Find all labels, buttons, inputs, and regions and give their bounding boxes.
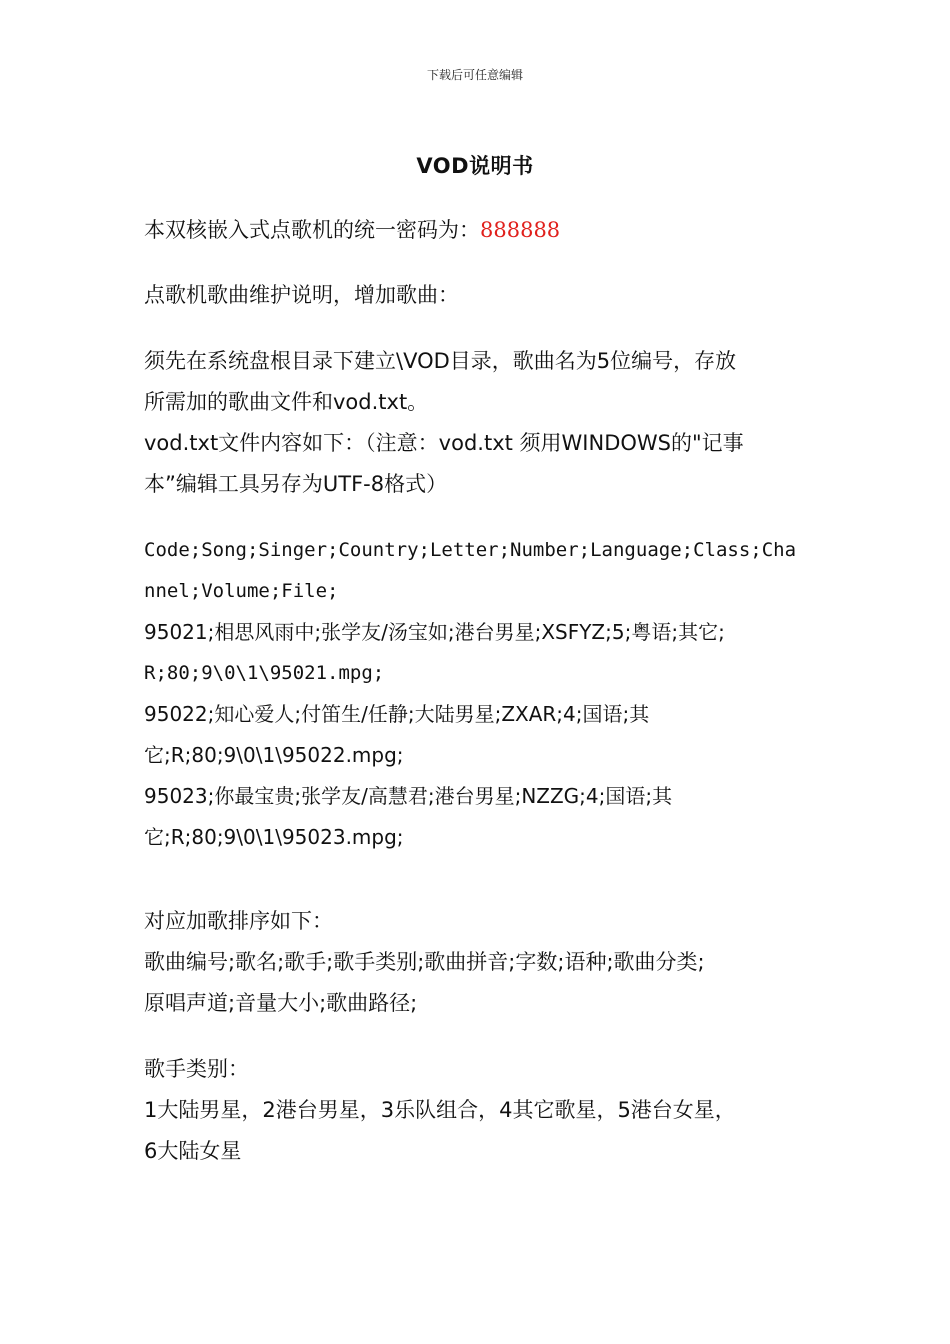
- sample-line: 95023;你最宝贵;张学友/高慧君;港台男星;NZZG;4;国语;其: [144, 784, 673, 808]
- sample-line: 95022;知心爱人;付笛生/任静;大陆男星;ZXAR;4;国语;其: [144, 702, 650, 726]
- sample-line: Code;Song;Singer;Country;Letter;Number;Language;Class;Cha: [144, 539, 797, 561]
- order-line: 对应加歌排序如下：: [144, 909, 333, 933]
- password-label: 本双核嵌入式点歌机的统一密码为：: [144, 218, 480, 242]
- singer-category-line: 6大陆女星: [144, 1139, 242, 1163]
- sample-content-block: [144, 530, 824, 858]
- sample-line: 95021;相思风雨中;张学友/汤宝如;港台男星;XSFYZ;5;粤语;其它;: [144, 620, 725, 644]
- sample-line: nnel;Volume;File;: [144, 580, 339, 602]
- order-block: [144, 901, 824, 1024]
- maintenance-heading: 点歌机歌曲维护说明，增加歌曲：: [144, 283, 459, 307]
- document-title: VOD说明书: [416, 154, 534, 178]
- sample-line: 它;R;80;9\0\1\95022.mpg;: [144, 743, 404, 767]
- instruction-line: vod.txt文件内容如下：（注意：vod.txt 须用WINDOWS的"记事: [144, 431, 744, 455]
- order-line: 歌曲编号;歌名;歌手;歌手类别;歌曲拼音;字数;语种;歌曲分类;: [144, 950, 705, 974]
- document-body: [144, 210, 824, 1172]
- instructions-block: [144, 341, 824, 505]
- instruction-line: 须先在系统盘根目录下建立\VOD目录，歌曲名为5位编号，存放: [144, 349, 737, 373]
- order-line: 原唱声道;音量大小;歌曲路径;: [144, 991, 418, 1015]
- instruction-line: 本”编辑工具另存为UTF-8格式）: [144, 472, 448, 496]
- page-header-note: 下载后可任意编辑: [426, 68, 523, 82]
- sample-line: 它;R;80;9\0\1\95023.mpg;: [144, 825, 404, 849]
- singer-category-line: 1大陆男星，2港台男星，3乐队组合，4其它歌星，5港台女星，: [144, 1098, 736, 1122]
- singer-category-block: [144, 1049, 824, 1172]
- password-value: 888888: [480, 218, 561, 242]
- sample-line: R;80;9\0\1\95021.mpg;: [144, 662, 385, 684]
- singer-category-line: 歌手类别：: [144, 1057, 249, 1081]
- password-line: [144, 210, 824, 251]
- instruction-line: 所需加的歌曲文件和vod.txt。: [144, 390, 429, 414]
